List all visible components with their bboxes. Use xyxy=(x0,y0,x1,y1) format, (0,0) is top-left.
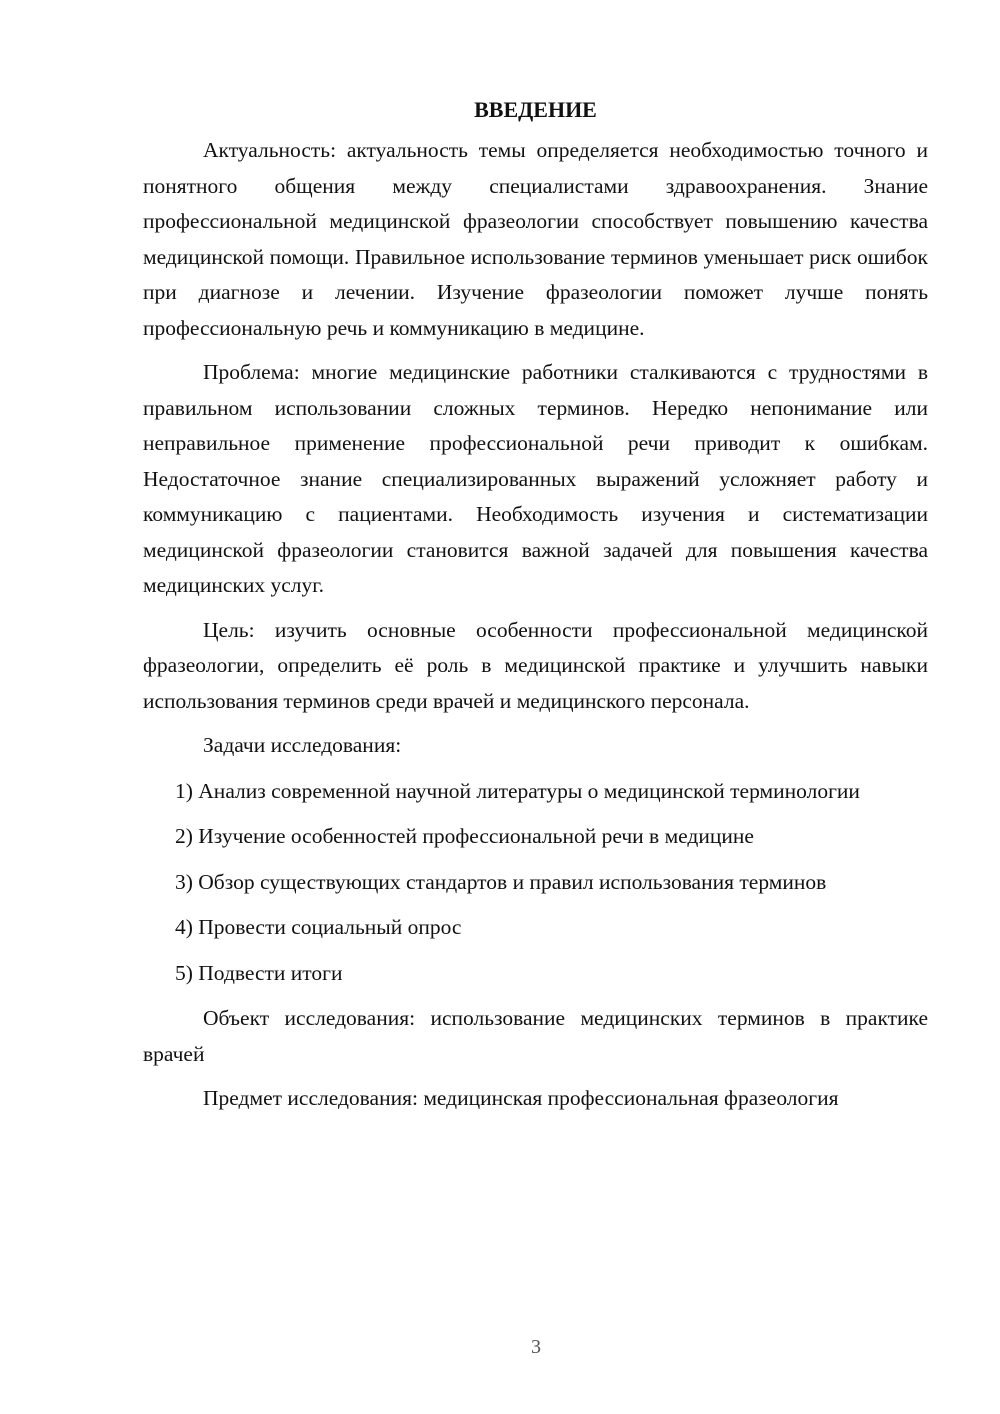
task-item-4: 4) Провести социальный опрос xyxy=(175,915,462,939)
paragraph-object: Объект исследования: использование медицинских терминов в практике врачей xyxy=(143,1006,928,1066)
tasks-list xyxy=(143,774,928,992)
task-item-2: 2) Изучение особенностей профессиональной речи в медицине xyxy=(175,824,754,848)
paragraph-goal: Цель: изучить основные особенности профессиональной медицинской фразеологии, определить её роль в медицинской практике и улучшить навыки использования терминов среди врачей и медицинского персонала. xyxy=(143,617,928,713)
task-item-5: 5) Подвести итоги xyxy=(175,960,343,985)
document-page xyxy=(143,92,928,1126)
paragraph-subject: Предмет исследования: медицинская профессиональная фразеология xyxy=(203,1086,839,1110)
task-item-1: 1) Анализ современной научной литературы о медицинской терминологии xyxy=(175,778,860,803)
page-number: 3 xyxy=(531,1336,541,1358)
paragraph-relevance: Актуальность: актуальность темы определяется необходимостью точного и понятного общения между специалистами здравоохранения. Знание профессиональной медицинской фразеологии способствует повышению качества медицинской помощи. Правильное использование терминов уменьшает риск ошибок при диагнозе и лечении. Изучение фразеологии поможет лучше понять профессиональную речь и коммуникацию в медицине. xyxy=(143,138,928,340)
page-title: ВВЕДЕНИЕ xyxy=(474,97,597,122)
tasks-heading: Задачи исследования: xyxy=(203,733,402,757)
task-item-3: 3) Обзор существующих стандартов и правил использования терминов xyxy=(175,869,827,894)
paragraph-problem: Проблема: многие медицинские работники сталкиваются с трудностями в правильном использовании сложных терминов. Нередко непонимание или неправильное применение профессиональной речи приводит к ошибкам. Недостаточное знание специализированных выражений усложняет работу и коммуникацию с пациентами. Необходимость изучения и систематизации медицинской фразеологии становится важной задачей для повышения качества медицинских услуг. xyxy=(143,360,928,597)
